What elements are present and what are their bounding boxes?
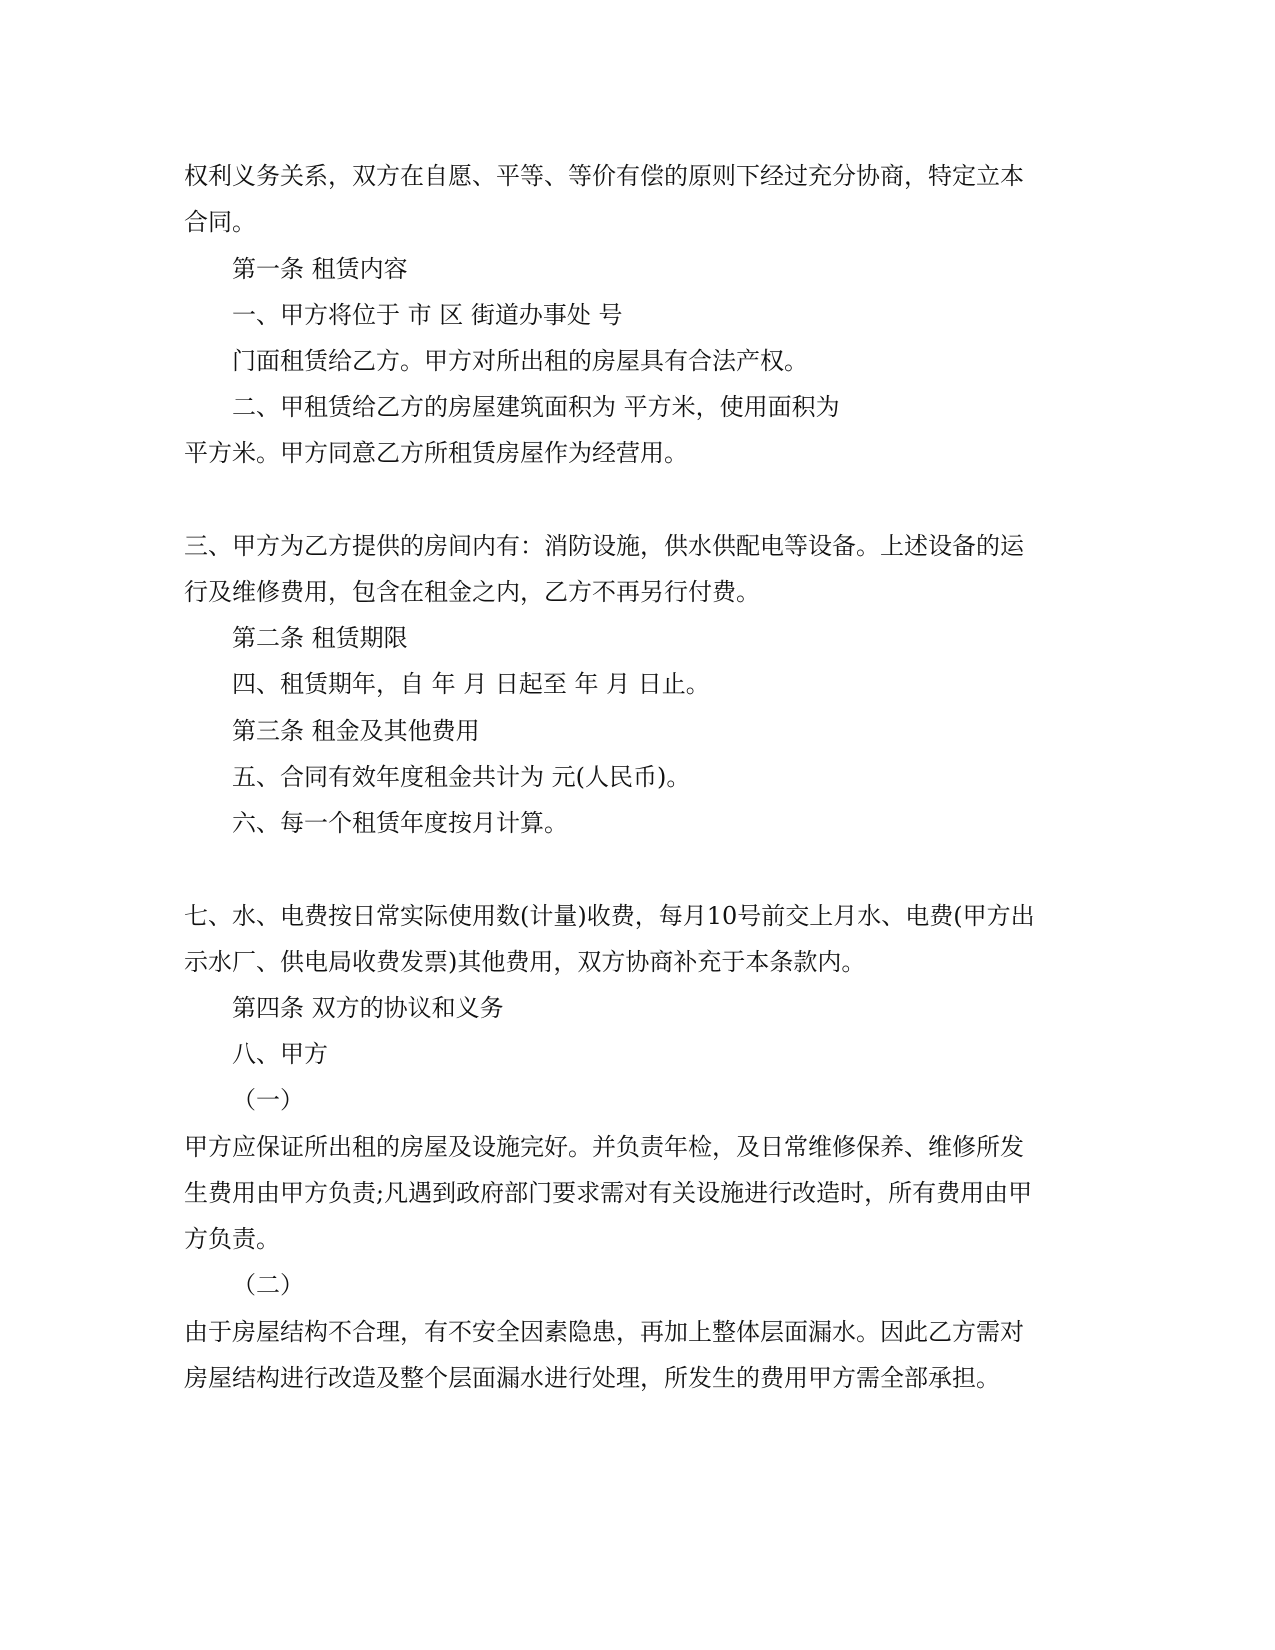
paragraph-line: 八、甲方 bbox=[232, 1040, 328, 1068]
article-heading: 第二条 租赁期限 bbox=[232, 624, 408, 652]
paragraph-line: 甲方应保证所出租的房屋及设施完好。并负责年检，及日常维修保养、维修所发 bbox=[184, 1133, 1024, 1161]
paragraph-line: 平方米。甲方同意乙方所租赁房屋作为经营用。 bbox=[184, 439, 688, 467]
paragraph-line: 四、租赁期年，自 年 月 日起至 年 月 日止。 bbox=[232, 670, 710, 698]
sub-clause-marker: （一） bbox=[232, 1086, 304, 1114]
paragraph-line: 由于房屋结构不合理，有不安全因素隐患，再加上整体层面漏水。因此乙方需对 bbox=[184, 1318, 1024, 1346]
paragraph-line: 行及维修费用，包含在租金之内，乙方不再另行付费。 bbox=[184, 578, 760, 606]
paragraph-line: 五、合同有效年度租金共计为 元(人民币)。 bbox=[232, 763, 691, 791]
paragraph-line: 生费用由甲方负责;凡遇到政府部门要求需对有关设施进行改造时，所有费用由甲 bbox=[184, 1179, 1033, 1207]
article-heading: 第四条 双方的协议和义务 bbox=[232, 994, 504, 1022]
paragraph-line: 权利义务关系，双方在自愿、平等、等价有偿的原则下经过充分协商，特定立本 bbox=[184, 162, 1024, 190]
article-heading: 第三条 租金及其他费用 bbox=[232, 717, 480, 745]
paragraph-line: 示水厂、供电局收费发票)其他费用，双方协商补充于本条款内。 bbox=[184, 948, 866, 976]
paragraph-line: 房屋结构进行改造及整个层面漏水进行处理，所发生的费用甲方需全部承担。 bbox=[184, 1364, 1000, 1392]
paragraph-line: 方负责。 bbox=[184, 1225, 280, 1253]
paragraph-line: 六、每一个租赁年度按月计算。 bbox=[232, 809, 568, 837]
paragraph-line: 三、甲方为乙方提供的房间内有：消防设施，供水供配电等设备。上述设备的运 bbox=[184, 532, 1024, 560]
paragraph-line: 门面租赁给乙方。甲方对所出租的房屋具有合法产权。 bbox=[232, 347, 808, 375]
sub-clause-marker: （二） bbox=[232, 1271, 304, 1299]
paragraph-line: 七、水、电费按日常实际使用数(计量)收费，每月10号前交上月水、电费(甲方出 bbox=[184, 902, 1035, 930]
article-heading: 第一条 租赁内容 bbox=[232, 255, 408, 283]
paragraph-line: 二、甲租赁给乙方的房屋建筑面积为 平方米，使用面积为 bbox=[232, 393, 840, 421]
paragraph-line: 一、甲方将位于 市 区 街道办事处 号 bbox=[232, 301, 623, 329]
paragraph-line: 合同。 bbox=[184, 208, 256, 236]
